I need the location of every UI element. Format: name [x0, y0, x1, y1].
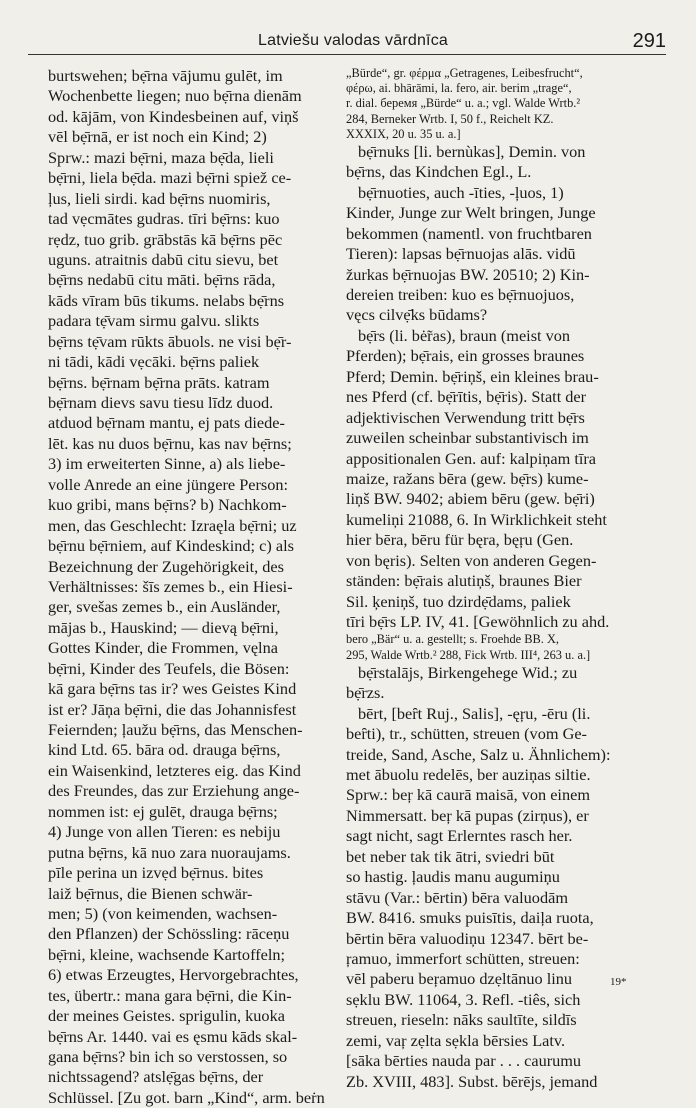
- text-line: sẹklu BW. 11064, 3. Refl. -tiês, sich: [346, 989, 581, 1009]
- text-line: nes Pferd (cf. bẹ̄rītis, bẹ̄ris). Statt der: [346, 387, 587, 407]
- signature-mark: 19*: [610, 976, 627, 988]
- text-line: Sil. ķeniņš, tuo dzirdẹ̄dams, paliek: [346, 591, 571, 611]
- text-line: laiž bẹ̄rnus, die Bienen schwär-: [48, 883, 253, 903]
- text-line: bẹ̄rzs.: [346, 683, 385, 703]
- text-line: bẹ̄rni, liela bẹ̄da. mazi bẹ̄rni spiež ce-: [48, 168, 292, 188]
- text-line: mājas b., Hauskind; — dievą bẹ̄rni,: [48, 617, 279, 637]
- running-title: Latviešu valodas vārdnīca: [258, 32, 448, 49]
- text-line: atduod bẹ̄rnam mantu, ej pats diede-: [48, 413, 285, 433]
- text-line: 6) etwas Erzeugtes, Hervorgebrachtes,: [48, 965, 299, 985]
- text-line: Schlüssel. [Zu got. barn „Kind“, arm. beṙn: [48, 1087, 325, 1107]
- text-line: bekommen (namentl. von fruchtbaren: [346, 223, 592, 243]
- text-line: beȓti), tr., schütten, streuen (vom Ge-: [346, 724, 587, 744]
- text-line: Feiernden; ļaužu bẹ̄rns, das Menschen-: [48, 720, 303, 739]
- text-line: bẹ̄rns. bẹ̄rnam bẹ̄rna prāts. katram: [48, 372, 270, 392]
- text-line: Kinder, Junge zur Welt bringen, Junge: [346, 203, 596, 223]
- entry-headword-line: bẹ̄rnuoties, auch -īties, -ļuos, 1): [358, 182, 564, 202]
- text-line: Nimmersatt. beŗ kā pupas (zirņus), er: [346, 805, 589, 825]
- text-line: vēl paberu beŗamuo dzẹltānuo linu: [346, 969, 573, 989]
- text-line: putna bẹ̄rns, kā nuo zara nuoraujams.: [48, 842, 291, 862]
- text-line: ständen: bẹ̄rais alutiņš, braunes Bier: [346, 571, 582, 591]
- text-line: gana bẹ̄rns? bin ich so verstossen, so: [48, 1047, 288, 1066]
- text-line: BW. 8416. smuks puisītis, daiļa ruota,: [346, 908, 594, 928]
- text-line: bẹ̄rnu bẹ̄rniem, auf Kindeskind; c) als: [48, 536, 294, 556]
- text-line: men, das Geschlecht: Izraęla bẹ̄rni; uz: [48, 515, 297, 535]
- text-line: pīle perina un izvẹd bẹ̄rnus. bites: [48, 863, 264, 883]
- entry-headword-line: bẹ̄rnuks [li. bernùkas], Demin. von: [358, 141, 586, 161]
- text-line: burtswehen; bẹ̄rna vājumu gulēt, im: [48, 66, 283, 85]
- entry-headword-line: bērt, [beȓt Ruj., Salis], -ęŗu, -ēru (li.: [358, 703, 591, 723]
- text-line: nichtssagend? atslẹ̄gas bẹ̄rns, der: [48, 1067, 264, 1087]
- text-line: Sprw.: mazi bẹ̄rni, maza bẹ̄da, lieli: [48, 147, 274, 167]
- text-line: ger, svešas zemes b., ein Ausländer,: [48, 597, 281, 617]
- text-line: des Freundes, das zur Erziehung ange-: [48, 781, 300, 801]
- text-line: Sprw.: beŗ kā caurā maisā, von einem: [346, 785, 590, 805]
- text-line: Wochenbette liegen; nuo bẹ̄rna dienām: [48, 86, 302, 106]
- text-line: von bęris). Selten von anderen Gegen-: [346, 550, 597, 570]
- text-line: so hastig. ļaudis manu augumiņu: [346, 867, 560, 887]
- text-line: bẹ̄rnam dievs savu tiesu līdz duod.: [48, 393, 274, 412]
- text-line: ni tādi, kādi vẹcāki. bẹ̄rns paliek: [48, 352, 260, 372]
- text-line: kind Ltd. 65. bāra od. drauga bẹ̄rns,: [48, 740, 281, 760]
- text-line: dereien treiben: kuo es bẹ̄rnuojuos,: [346, 285, 575, 304]
- text-line: Zb. XVIII, 483]. Subst. bērējs, jemand: [346, 1071, 598, 1091]
- text-line: stāvu (Var.: bērtin) bēra valuodām: [346, 887, 568, 907]
- text-line: bẹ̄rns nedabū citu māti. bẹ̄rns rāda,: [48, 270, 276, 290]
- text-line: Pferd; Demin. bẹ̄riņš, ein kleines brau-: [346, 366, 599, 386]
- text-line: maize, ražans bēra (gew. bẹ̄rs) kume-: [346, 468, 589, 488]
- text-line: 4) Junge von allen Tieren: es nebiju: [48, 822, 281, 842]
- text-line: φέρω, ai. bhārāmi, la. fero, air. berim „trage“,: [346, 81, 572, 96]
- text-line: ein Waisenkind, letzteres eig. das Kind: [48, 760, 301, 780]
- text-line: kāds vīram būs tikums. nelabs bẹ̄rns: [48, 290, 285, 310]
- text-line: zuweilen scheinbar substantivisch im: [346, 428, 589, 448]
- text-line: ŗamuo, immerfort schütten, streuen:: [346, 948, 580, 968]
- text-line: vēl bẹ̄rnā, er ist noch ein Kind; 2): [48, 127, 267, 147]
- text-line: met ābuolu redelēs, ber auziņas siltie.: [346, 765, 591, 784]
- text-line: Gottes Kinder, die Frommen, vęlna: [48, 638, 278, 658]
- text-line: bẹ̄rns, das Kindchen Egl., L.: [346, 162, 532, 182]
- text-line: nommen ist: ej gulēt, drauga bẹ̄rns;: [48, 801, 278, 821]
- text-line: 284, Berneker Wrtb. I, 50 f., Reichelt KZ.: [346, 111, 554, 126]
- text-line: treide, Sand, Asche, Salz u. Ähnlichem):: [346, 744, 611, 764]
- text-line: men; 5) (von keimenden, wachsen-: [48, 903, 278, 923]
- text-line: ļus, lieli sirdi. kad bẹ̄rns nuomiris,: [48, 188, 271, 208]
- entry-headword-line: bẹ̄rs (li. bė̃ras), braun (meist von: [358, 325, 571, 345]
- text-line: 3) im erweiterten Sinne, a) als liebe-: [48, 454, 286, 474]
- text-line: lēt. kas nu duos bẹ̄rnu, kas nav bẹ̄rns;: [48, 433, 292, 453]
- text-line: padara tẹ̄vam sirmu galvu. slikts: [48, 311, 260, 331]
- text-line: 295, Walde Wrtb.² 288, Fick Wrtb. III⁴, 263 u. a.]: [346, 647, 591, 662]
- text-line: ist er? Jāņa bẹ̄rni, die das Johannisfest: [48, 699, 297, 719]
- text-line: tad vẹcmātes gudras. tīri bẹ̄rns: kuo: [48, 209, 280, 229]
- text-line: [sāka bērties nauda par . . . caurumu: [346, 1051, 582, 1071]
- text-line: XXXIX, 20 u. 35 u. a.]: [346, 126, 461, 141]
- text-line: liņš BW. 9402; abiem bēru (gew. bẹ̄ri): [346, 489, 595, 509]
- text-line: kumeliņi 21088, 6. In Wirklichkeit steht: [346, 509, 607, 529]
- text-line: der meines Geistes. sprigulin, kuoka: [48, 1006, 285, 1026]
- text-line: den Pflanzen) der Schössling: rāceņu: [48, 924, 290, 944]
- text-line: bẹ̄rns Ar. 1440. vai es ęsmu kāds skal-: [48, 1026, 298, 1046]
- text-line: bero „Bär“ u. a. gestellt; s. Froehde BB. X,: [346, 632, 560, 647]
- text-line: kuo gribi, mans bẹ̄rns? b) Nachkom-: [48, 495, 287, 515]
- page-number: 291: [632, 30, 666, 52]
- text-line: „Bürde“, gr. φέρμα „Getragenes, Leibesfrucht“,: [346, 66, 583, 80]
- text-line: uguns. atraitnis dabū citu sievu, bet: [48, 249, 279, 269]
- text-line: Tieren): lapsas bẹ̄rnuojas alās. vidū: [346, 244, 576, 264]
- text-line: zemi, vaŗ zẹlta sẹkla bērsies Latv.: [346, 1030, 566, 1050]
- right-text-column: [346, 66, 646, 1092]
- text-line: bērtin bēra valuodiņu 12347. bērt be-: [346, 928, 589, 948]
- page-header: [40, 28, 666, 52]
- text-line: bet neber tak tik ātri, sviedri būt: [346, 846, 555, 866]
- text-line: tes, übertr.: mana gara bẹ̄rni, die Kin-: [48, 985, 292, 1005]
- text-line: bẹ̄rni, Kinder des Teufels, die Bösen:: [48, 658, 290, 678]
- text-line: volle Anrede an eine jüngere Person:: [48, 474, 289, 494]
- text-line: bẹ̄rni, kleine, wachsende Kartoffeln;: [48, 944, 286, 964]
- text-line: adjektivischen Verwendung tritt bẹ̄rs: [346, 407, 585, 427]
- text-line: hier bēra, bēru für bęra, bęŗu (Gen.: [346, 530, 574, 550]
- text-line: od. kājām, von Kindesbeinen auf, viņš: [48, 106, 299, 126]
- header-rule: [28, 54, 666, 55]
- text-line: žurkas bẹ̄rnuojas BW. 20510; 2) Kin-: [346, 264, 590, 284]
- text-line: Pferden); bẹ̄rais, ein grosses braunes: [346, 346, 585, 366]
- text-line: rẹdz, tuo grib. grābstās kā bẹ̄rns pēc: [48, 229, 283, 249]
- text-line: Verhältnisses: šīs zemes b., ein Hiesi-: [48, 576, 293, 596]
- entry-headword-line: bẹ̄rstalājs, Birkengehege Wid.; zu: [358, 662, 578, 682]
- text-line: streuen, rieseln: nāks saultīte, sildīs: [346, 1010, 577, 1030]
- text-line: kā gara bẹ̄rns tas ir? wes Geistes Kind: [48, 679, 297, 699]
- left-text-column: [48, 66, 334, 1108]
- text-line: r. dial. беремя „Bürde“ u. a.; vgl. Walde Wrtb.²: [346, 96, 581, 111]
- text-line: Bezeichnung der Zugehörigkeit, des: [48, 556, 284, 576]
- text-line: appositionalen Gen. auf: kalpiņam tīra: [346, 448, 597, 468]
- text-line: tīri bẹ̄rs LP. IV, 41. [Gewöhnlich zu ahd.: [346, 612, 610, 631]
- text-line: bẹ̄rns tẹ̄vam rūkts ābuols. ne visi bẹ̄r-: [48, 331, 292, 351]
- text-line: vęcs cilvẹ̄ks būdams?: [346, 305, 488, 325]
- text-line: sagt nicht, sagt Erlerntes rasch her.: [346, 826, 573, 846]
